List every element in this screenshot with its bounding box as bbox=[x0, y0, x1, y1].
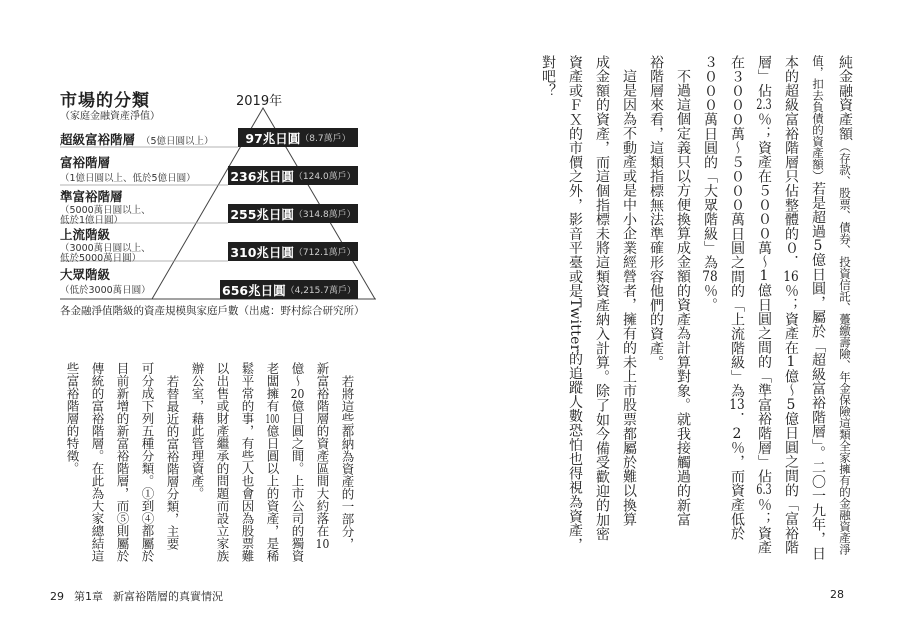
tier-households: （4,215.7萬戶） bbox=[285, 286, 356, 296]
inline-note: （存款、股票、債券、投資信託、躉繳壽險、年金保險這類全家擁有的金融資產淨 bbox=[838, 140, 852, 555]
tier-households: （8.7萬戶） bbox=[300, 134, 351, 144]
inline-note: 值，扣去負債的資產額） bbox=[811, 55, 825, 182]
tier-assets-bar bbox=[228, 204, 358, 223]
body-text-column: 些富裕階層的特徵。 bbox=[65, 362, 80, 475]
tier-range: 低於1億日圓） bbox=[60, 215, 124, 226]
tier-households: （712.1萬戶） bbox=[293, 248, 356, 258]
tier-assets-bar bbox=[228, 166, 358, 185]
tier-range: （5000萬日圓以上、 bbox=[60, 205, 151, 216]
body-text-column: 資產或ＦＸ的市價之外，影音平臺或是Twitter的追蹤人數恐怕也得視為資產， bbox=[567, 55, 583, 552]
body-text-column: 這是因為不動產或是中小企業經營者，擁有的未上市股票都屬於難以換算 bbox=[621, 69, 637, 527]
tier-name: 準富裕階層 bbox=[60, 189, 123, 204]
body-text-column: 老闆擁有100億日圓以上的資產，是稀 bbox=[265, 362, 280, 562]
tier-range: （低於3000萬日圓） bbox=[60, 285, 151, 296]
body-text-column: 新富裕階層的資產區間大約落在10 bbox=[315, 362, 330, 550]
body-text-column bbox=[831, 55, 858, 575]
tier-label bbox=[60, 130, 214, 148]
body-text-column: 以出售或財產繼承的問題而設立家族 bbox=[215, 362, 230, 562]
tier-assets: 310兆日圓 bbox=[230, 244, 294, 260]
body-text-column: 對吧？ bbox=[540, 55, 556, 98]
tier-assets: 255兆日圓 bbox=[230, 206, 294, 222]
page-number: 29 bbox=[50, 590, 64, 603]
body-text-column: 目前新增的新富裕階層，而⑤則屬於 bbox=[115, 362, 130, 562]
tier-assets-bar bbox=[228, 242, 358, 261]
body-text-column: 不過這個定義只以方便換算成金額的資產為計算對象。就我接觸過的新富 bbox=[675, 69, 691, 527]
tier-households: （314.8萬戶） bbox=[293, 210, 356, 220]
tier-households: （124.0萬戶） bbox=[293, 172, 356, 182]
body-text-column: ３０００萬日圓的「大眾階級」為78％。 bbox=[702, 55, 718, 313]
right-page-body bbox=[534, 55, 858, 575]
body-text-column: 傳統的富裕階層。在此為大家總結這 bbox=[90, 362, 105, 562]
tier-range: （5億日圓以上） bbox=[141, 136, 214, 147]
chapter-title: 新富裕階層的真實情況 bbox=[113, 590, 223, 603]
body-text-column: 層」佔2.3％；資產在５０００萬～1億日圓之間的「準富裕階層」佔6.3％；資產 bbox=[756, 55, 772, 555]
tier-range: （3000萬日圓以上、 bbox=[60, 243, 151, 254]
body-text-column: 億～20億日圓之間。上市公司的獨資 bbox=[290, 362, 305, 562]
body-text-column: 成金額的資產，而這個指標未將這類資產納入計算。除了如今備受歡迎的加密 bbox=[594, 55, 610, 542]
left-page-footer bbox=[50, 588, 233, 604]
tier-name: 超級富裕階層 bbox=[60, 132, 136, 147]
body-text-column bbox=[804, 55, 831, 575]
body-text-column: 可分成下列五種分類。①到④都屬於 bbox=[140, 362, 155, 562]
body-text-column: 在３０００萬～５０００萬日圓之間的「上流階級」為13．2％，而資產低於 bbox=[729, 55, 745, 541]
body-text-column: 裕階層來看，這類指標無法準確形容他們的資產。 bbox=[648, 55, 664, 370]
chart-subtitle: （家庭金融資產淨值） bbox=[60, 111, 160, 122]
body-text: 純金融資產額 bbox=[837, 55, 853, 141]
tier-assets: 236兆日圓 bbox=[230, 168, 294, 184]
tier-assets-bar bbox=[220, 280, 358, 299]
body-text: 若是超過5億日圓，屬於「超級富裕階層」。二〇一九年，日 bbox=[810, 181, 826, 561]
body-text-column: 若替最近的富裕階層分類，主要 bbox=[165, 374, 180, 550]
tier-range: 低於5000萬日圓） bbox=[60, 253, 142, 264]
tier-assets: 97兆日圓 bbox=[245, 130, 301, 146]
tier-assets-bar bbox=[238, 128, 358, 147]
chart-year: 2019年 bbox=[236, 94, 283, 109]
tier-range: （1億日圓以上、低於5億日圓） bbox=[60, 173, 196, 184]
tier-name: 上流階級 bbox=[60, 227, 111, 242]
body-text-column: 辦公室，藉此管理資產。 bbox=[190, 362, 205, 500]
body-text-column: 鬆平常的事，有些人也會因為股票難 bbox=[240, 362, 255, 562]
body-text-column: 本的超級富裕階層只佔整體的０．16％；資產在1億～5億日圓之間的「富裕階 bbox=[783, 55, 799, 555]
chapter-label: 第1章 bbox=[74, 590, 103, 603]
left-page-body bbox=[60, 362, 360, 567]
chart-title: 市場的分類 bbox=[60, 91, 150, 111]
page-number: 28 bbox=[830, 588, 844, 601]
chart-caption: 各金融淨值階級的資產規模與家庭戶數（出處：野村綜合研究所） bbox=[60, 305, 365, 317]
tier-name: 富裕階層 bbox=[60, 155, 111, 170]
body-text-column: 若將這些都納為資產的一部分， bbox=[340, 374, 355, 550]
tier-name: 大眾階級 bbox=[60, 267, 111, 282]
tier-assets: 656兆日圓 bbox=[222, 282, 286, 298]
